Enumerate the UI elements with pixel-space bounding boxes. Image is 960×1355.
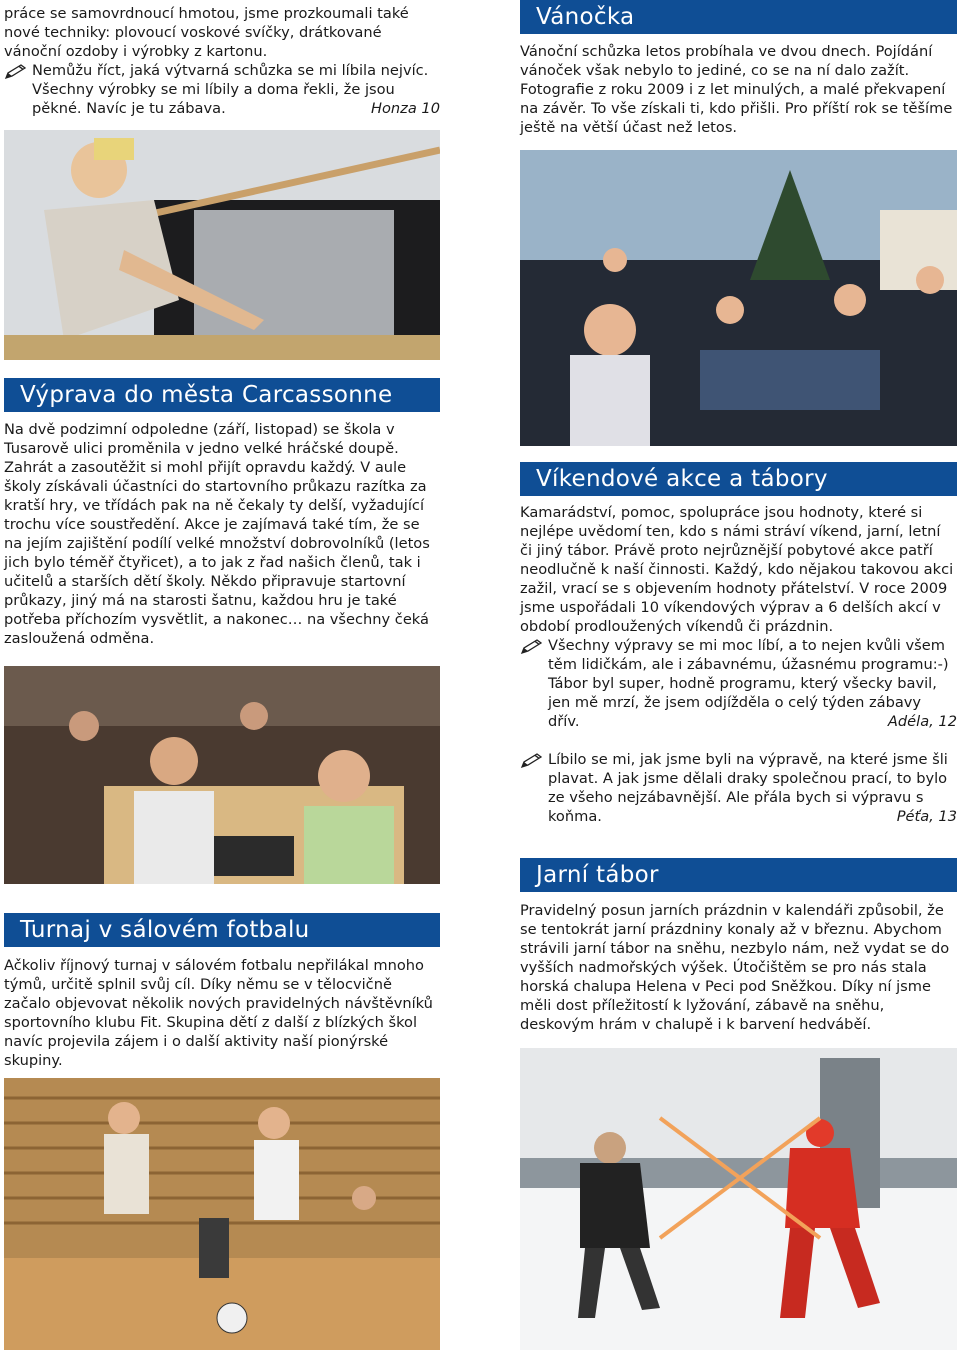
vikendove-section [520,503,957,826]
vikendove-quote-adela [520,636,957,731]
vikendove-heading: Víkendové akce a tábory [520,462,957,496]
quote-petra-text: Líbilo se mi, jak jsme byli na výpravě, na které jsme šli plavat. A jak jsme dělali draky společnou prací, to bylo ze všeho nejzábavnější. Ale přála bych si výpravu s koňma. [548,751,948,825]
quote-adela-text: Všechny výpravy se mi moc líbí, a to nejen kvůli všem těm lidičkám, ale i zábavnému, úžasnému programu:-) Tábor byl super, hodně programu, který všecky bavil, jen mě mrzí, že jsem odjížděla o celý týden zábavy dřív. [548,637,949,730]
pencil-icon [520,752,544,770]
intro-quote [4,61,440,118]
carcassonne-text: Na dvě podzimní odpoledne (září, listopad) se škola v Tusarově ulici proměnila v jedno velké hráčské doupě. Zahrát a zasoutěžit si mohl přijít opravdu každý. V aule školy získávali účastníci do startovního průkazu razítka za kratší hry, ve třídách pak na ně čekaly ty delší, vyžadující trochu více soustředění. Akce je zajímavá také tím, že se na jejím zajištění podílí velké množství dobrovolníků (letos jich bylo téměř čtyřicet), a to jak z řad našich členů, tak i učitelů a starších dětí školy. Někdo připravuje startovní průkazy, jiný má na starosti šatnu, každou hru je také potřeba příchozím vysvětlit, a nakonec… na všechny čeká zasloužená odměna. [4,421,430,647]
photo-christmas [520,150,957,446]
intro-paragraph: práce se samovrdnoucí hmotou, jsme prozkoumali také nové techniky: plovoucí voskové svíčky, drátkované vánoční ozdoby i výrobky z kartonu. [4,5,409,60]
photo-football [4,1078,440,1350]
vanocka-heading: Vánočka [520,0,957,34]
fotbal-text: Ačkoliv říjnový turnaj v sálovém fotbalu nepřilákal mnoho týmů, určitě splnil svůj cíl. Díky němu se v tělocvičně začalo objevovat několik nových pravidelných návštěvníků sportovního klubu Fit. Skupina dětí z další z blízkých škol navíc projevila zájem i o další aktivity naší pionýrské skupiny. [4,957,433,1069]
photo-snow [520,1048,957,1350]
intro-section [4,4,440,118]
fotbal-heading: Turnaj v sálovém fotbalu [4,913,440,947]
jarni-heading: Jarní tábor [520,858,957,892]
quote-petra-signature: Péťa, 13 [896,808,957,825]
jarni-text: Pravidelný posun jarních prázdnin v kalendáři způsobil, že se tentokrát jarní prázdniny konaly až v březnu. Abychom strávili jarní tábor na sněhu, nezbylo nám, než vydat se do vyšších nadmořských výšek. Útočištěm se pro nás stala horská chalupa Helena v Peci pod Sněžkou. Díky ní jsme měli dost příležitostí k lyžování, zábavě na sněhu, deskovým hrám v chalupě i k barvení hedváběí. [520,902,950,1033]
intro-quote-text: Nemůžu říct, jaká výtvarná schůzka se mi líbila nejvíc. Všechny výrobky se mi líbily a doma řekli, že jsou pěkné. Navíc je tu zábava. [32,62,429,117]
vikendove-quote-petra [520,750,957,826]
pencil-icon [4,63,28,81]
quote-adela-signature: Adéla, 12 [887,713,957,730]
photo-board-games [4,666,440,884]
intro-signature: Honza 10 [371,100,440,117]
carcassonne-heading: Výprava do města Carcassonne [4,378,440,412]
photo-boy-painting [4,130,440,360]
vikendove-text: Kamarádství, pomoc, spolupráce jsou hodnoty, které si nejlépe uvědomí ten, kdo s námi stráví víkend, jarní, letní či jiný tábor. Právě proto nejrůznější pobytové akce patří neodlučně k naší činnosti. Každý, kdo nějakou takovou akci zažil, vrací se s objevením hodnoty přátelství. V roce 2009 jsme uspořádali 10 víkendových výprav a 6 delších akcí v období prodloužených víkendů či prázdnin. [520,504,954,635]
pencil-icon [520,638,544,656]
vanocka-text: Vánoční schůzka letos probíhala ve dvou dnech. Pojídání vánoček však nebylo to jediné, co se na ní dalo zažít. Fotografie z roku 2009 i z let minulých, a malé překvapení na závěr. To vše získali ti, kdo přišli. Pro příští rok se těšíme ještě na větší účast než letos. [520,43,953,136]
